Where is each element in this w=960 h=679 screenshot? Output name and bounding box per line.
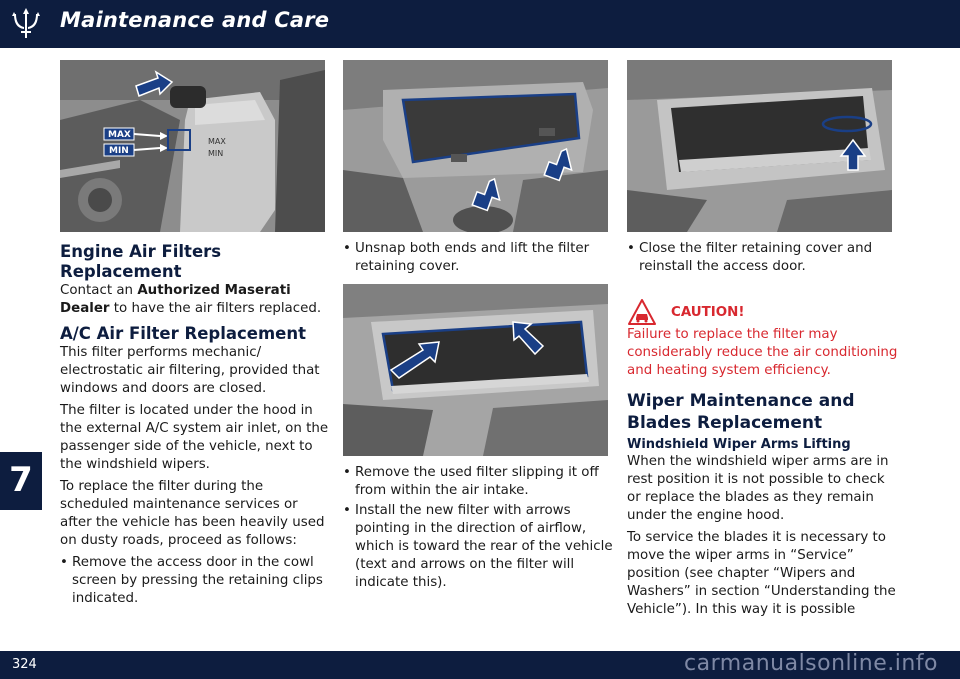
wiper-arms-subheading: Windshield Wiper Arms Lifting	[627, 437, 851, 452]
contact-dealer-paragraph	[60, 282, 330, 318]
text-fragment: to have the air filters replaced.	[109, 301, 322, 316]
list-item: • Install the new filter with arrows pointing in the direction of airflow, which is toward the rear of the vehicle (text and arrows on the filter will indicate this).	[343, 502, 613, 592]
paragraph: When the windshield wiper arms are in rest position it is not possible to check or replace the blades as they remain under the engine hood.	[627, 454, 889, 523]
engine-air-filters-heading: Engine Air Filters Replacement	[60, 242, 222, 281]
column-left	[60, 242, 330, 610]
steps-list	[343, 464, 613, 592]
page-number: 324	[12, 657, 37, 672]
wiper-maintenance-heading: Wiper Maintenance and Blades Replacement	[627, 391, 855, 433]
chapter-number: 7	[9, 460, 33, 500]
coolant-reservoir-photo	[60, 60, 325, 232]
trident-logo-icon	[8, 6, 44, 42]
min-label: MIN	[109, 146, 129, 156]
list-item: • Close the filter retaining cover and reinstall the access door.	[627, 240, 902, 276]
watermark: carmanualsonline.info	[684, 651, 938, 676]
dealer-bold-text: Authorized Maserati Dealer	[60, 283, 291, 316]
filter-close-photo	[627, 60, 892, 232]
steps-list	[343, 240, 613, 276]
text-fragment: Contact an	[60, 283, 138, 298]
filter-removal-photo	[343, 284, 608, 456]
steps-list	[60, 554, 330, 608]
page-header	[0, 0, 960, 48]
max-label: MAX	[108, 130, 131, 140]
caution-box	[627, 298, 902, 380]
column-middle-lower	[343, 464, 613, 594]
page-title: Maintenance and Care	[60, 8, 330, 32]
tank-max-mark: MAX	[208, 137, 226, 146]
paragraph: To service the blades it is necessary to move the wiper arms in “Service” position (see chapter “Wipers and Washers” in section “Understanding the Vehicle”). In this way it is possible	[627, 530, 896, 617]
tank-min-mark: MIN	[208, 149, 224, 158]
paragraph: To replace the filter during the scheduled maintenance services or after the vehicle has been heavily used on dusty roads, proceed as follows:	[60, 479, 325, 548]
paragraph: The filter is located under the hood in the external A/C system air inlet, on the passenger side of the vehicle, next to the windshield wipers.	[60, 403, 329, 472]
list-item: • Unsnap both ends and lift the filter retaining cover.	[343, 240, 613, 276]
column-middle	[343, 240, 613, 278]
list-item: • Remove the used filter slipping it off from within the air intake.	[343, 464, 613, 500]
caution-car-icon	[627, 298, 657, 326]
caution-title: CAUTION!	[671, 305, 745, 320]
steps-list	[627, 240, 902, 276]
filter-cover-photo	[343, 60, 608, 232]
paragraph: This filter performs mechanic/ electrostatic air filtering, provided that windows and doors are closed.	[60, 345, 320, 396]
ac-air-filter-heading: A/C Air Filter Replacement	[60, 324, 306, 343]
page-footer	[0, 651, 960, 679]
caution-text: Failure to replace the filter may considerably reduce the air conditioning and heating system efficiency.	[627, 327, 898, 378]
chapter-tab	[0, 452, 42, 510]
list-item: • Remove the access door in the cowl screen by pressing the retaining clips indicated.	[60, 554, 330, 608]
column-right	[627, 240, 902, 623]
